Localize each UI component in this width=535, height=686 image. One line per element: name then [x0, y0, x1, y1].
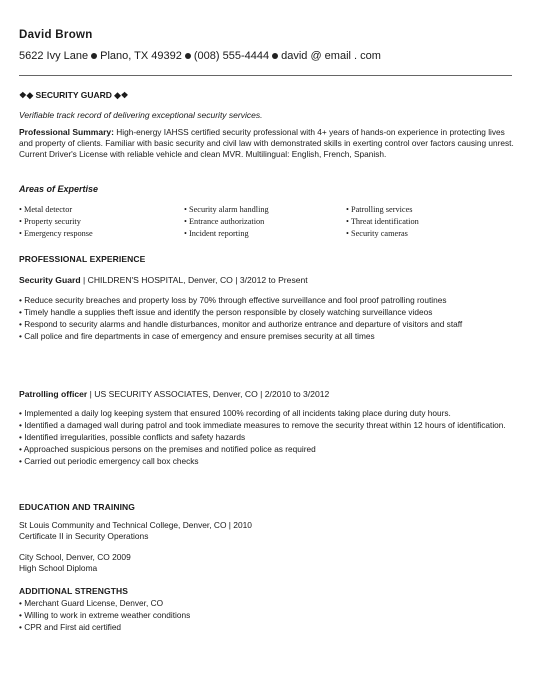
bullet-dot-icon [272, 53, 278, 59]
job-entry-1 [19, 275, 515, 285]
skill-item: • Security alarm handling [184, 205, 269, 214]
skill-item: • Entrance authorization [184, 217, 265, 226]
areas-heading: Areas of Expertise [19, 184, 99, 194]
job-bullets-1 [19, 295, 515, 343]
skill-item: • Threat identification [346, 217, 419, 226]
job-entry-2 [19, 389, 515, 399]
job-detail-2: | US SECURITY ASSOCIATES, Denver, CO | 2/2010 to 3/2012 [87, 389, 330, 399]
candidate-name: David Brown [19, 29, 93, 41]
list-item: • Identified a damaged wall during patrol and took immediate measures to remove the security threat within 12 hours of identification. [19, 419, 506, 430]
email: david @ email . com [281, 50, 381, 62]
skill-item: • Property security [19, 217, 81, 226]
education-entry-1 [19, 520, 515, 542]
education-school: City School, Denver, CO 2009 [19, 552, 131, 562]
strengths-heading: ADDITIONAL STRENGTHS [19, 586, 129, 596]
experience-heading: PROFESSIONAL EXPERIENCE [19, 254, 146, 264]
city: Plano, TX 49392 [100, 50, 182, 62]
skill-item: • Emergency response [19, 229, 93, 238]
job-detail-1: | CHILDREN'S HOSPITAL, Denver, CO | 3/2012 to Present [80, 275, 308, 285]
address: 5622 Ivy Lane [19, 50, 89, 62]
skills-grid [19, 205, 515, 241]
education-credential: Certificate II in Security Operations [19, 531, 149, 541]
list-item: • Timely handle a supplies theft issue and identify the person responsible by closely watching surveillance videos [19, 306, 433, 317]
education-entry-2 [19, 552, 515, 574]
job-title-2: Patrolling officer [19, 389, 88, 399]
phone: (008) 555-4444 [193, 50, 270, 62]
skill-item: • Security cameras [346, 229, 408, 238]
resume-header [19, 29, 515, 62]
education-heading: EDUCATION AND TRAINING [19, 502, 135, 512]
list-item: • Willing to work in extreme weather conditions [19, 609, 191, 620]
skills-row [19, 217, 419, 229]
skills-row [19, 205, 419, 217]
list-item: • Implemented a daily log keeping system that ensured 100% recording of all incidents taking place during duty hours. [19, 408, 451, 418]
strengths-list [19, 598, 515, 634]
bullet-dot-icon [185, 53, 191, 59]
education-school: St Louis Community and Technical College, Denver, CO | 2010 [19, 520, 252, 530]
list-item: • Reduce security breaches and property loss by 70% through effective surveillance and fool proof patrolling routines [19, 295, 447, 305]
job-title: ❖◆ SECURITY GUARD ◆❖ [19, 90, 129, 100]
tagline: Verifiable track record of delivering exceptional security services. [19, 110, 263, 120]
job-title-1: Security Guard [19, 275, 81, 285]
skill-item: • Metal detector [19, 205, 73, 214]
list-item: • Call police and fire departments in case of emergency and ensure premises security at all times [19, 330, 375, 341]
professional-summary [19, 127, 515, 161]
job-bullets-2 [19, 408, 515, 468]
skills-row [19, 229, 419, 241]
list-item: • CPR and First aid certified [19, 621, 122, 632]
list-item: • Respond to security alarms and handle disturbances, monitor and authorize entrance and departure of visitors and staff [19, 318, 463, 329]
list-item: • Carried out periodic emergency call box checks [19, 455, 199, 466]
bullet-dot-icon [91, 53, 97, 59]
header-divider [19, 75, 512, 76]
education-credential: High School Diploma [19, 563, 98, 573]
skill-item: • Incident reporting [184, 229, 249, 238]
summary-text: High-energy IAHSS certified security professional with 4+ years of hands-on experience in protecting lives and property of clients. Familiar with basic security and civil law with demonstrated skills in exerting control over factors causing unrest. Current Driver's License with reliable vehicle and clean MVR. Multilingual: English, French, Spanish. [19, 127, 514, 160]
list-item: • Approached suspicious persons on the premises and notified police as required [19, 443, 316, 454]
contact-line [19, 50, 515, 62]
summary-label: Professional Summary: [19, 127, 114, 137]
skill-item: • Patrolling services [346, 205, 413, 214]
list-item: • Merchant Guard License, Denver, CO [19, 598, 164, 608]
list-item: • Identified irregularities, possible conflicts and safety hazards [19, 431, 246, 442]
